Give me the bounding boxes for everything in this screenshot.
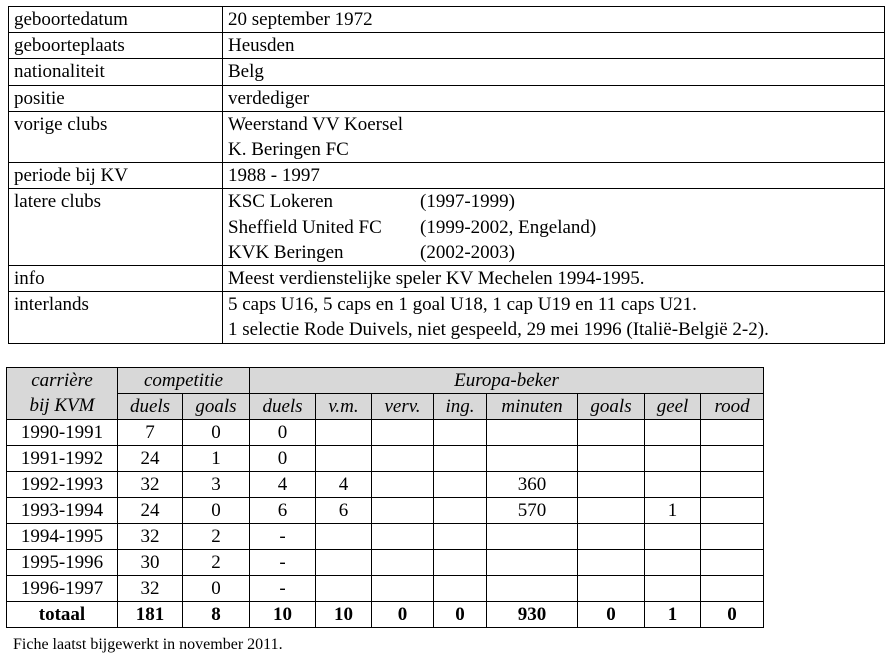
profile-value-line: Weerstand VV Koersel: [228, 113, 404, 135]
stat-cell: 0: [250, 420, 316, 446]
profile-value-line: K. Beringen FC: [228, 139, 349, 161]
later-club-years: (1997-1999): [420, 191, 515, 213]
later-club-line: [228, 240, 879, 265]
stat-cell: 30: [118, 550, 183, 576]
profile-table: [8, 6, 885, 344]
footnote: Fiche laatst bijgewerkt in november 2011.: [13, 636, 283, 653]
stat-cell: [372, 472, 434, 498]
stat-cell: 6: [250, 498, 316, 524]
stat-cell: [701, 446, 764, 472]
profile-row: [9, 85, 885, 111]
stat-cell: [487, 446, 578, 472]
profile-value: [223, 189, 885, 266]
total-cell: 0: [578, 602, 645, 628]
profile-value: [223, 266, 885, 292]
stat-cell: -: [250, 550, 316, 576]
stat-cell: [578, 420, 645, 446]
column-header: geel: [645, 394, 701, 420]
profile-value: [223, 7, 885, 33]
stat-cell: 4: [250, 472, 316, 498]
stat-cell: [487, 576, 578, 602]
stat-cell: [434, 472, 487, 498]
column-header: duels: [118, 394, 183, 420]
stat-cell: [372, 550, 434, 576]
column-header: duels: [250, 394, 316, 420]
total-cell: 1: [645, 602, 701, 628]
season-row: [7, 498, 764, 524]
stat-cell: [434, 550, 487, 576]
column-header: goals: [578, 394, 645, 420]
profile-row: [9, 59, 885, 85]
stat-cell: [372, 576, 434, 602]
header-career-bottom: bij KVM: [7, 394, 118, 420]
stat-cell: [434, 524, 487, 550]
profile-label: positie: [9, 85, 223, 111]
stat-cell: 24: [118, 498, 183, 524]
profile-label: latere clubs: [9, 189, 223, 266]
later-club-years: (1999-2002, Engeland): [420, 216, 597, 238]
later-club-name: KVK Beringen: [228, 241, 344, 263]
later-club-name: Sheffield United FC: [228, 216, 382, 238]
column-header: verv.: [372, 394, 434, 420]
stat-cell: 32: [118, 472, 183, 498]
profile-row: [9, 7, 885, 33]
season-cell: 1992-1993: [7, 472, 118, 498]
stat-cell: [487, 550, 578, 576]
stat-cell: [434, 420, 487, 446]
profile-value: [223, 163, 885, 189]
stat-cell: 570: [487, 498, 578, 524]
season-row: [7, 472, 764, 498]
total-cell: 930: [487, 602, 578, 628]
stat-cell: 4: [316, 472, 372, 498]
stat-cell: 1: [645, 498, 701, 524]
season-cell: 1990-1991: [7, 420, 118, 446]
stat-cell: 0: [183, 576, 250, 602]
later-club-years: (2002-2003): [420, 241, 515, 263]
profile-label: vorige clubs: [9, 111, 223, 162]
profile-label: geboortedatum: [9, 7, 223, 33]
stat-cell: [645, 446, 701, 472]
profile-row: [9, 163, 885, 189]
column-header: v.m.: [316, 394, 372, 420]
profile-value-line: Heusden: [228, 35, 295, 57]
stat-cell: -: [250, 576, 316, 602]
stat-cell: 6: [316, 498, 372, 524]
header-career-top: carrière: [7, 368, 118, 394]
stat-cell: [578, 472, 645, 498]
profile-value: [223, 33, 885, 59]
profile-label: periode bij KV: [9, 163, 223, 189]
season-cell: 1993-1994: [7, 498, 118, 524]
total-row: [7, 602, 764, 628]
stat-cell: [578, 446, 645, 472]
profile-row: [9, 266, 885, 292]
stat-cell: [701, 498, 764, 524]
total-cell: 10: [250, 602, 316, 628]
career-stats-table: [6, 367, 764, 628]
stat-cell: [578, 498, 645, 524]
stat-cell: [645, 550, 701, 576]
season-cell: 1991-1992: [7, 446, 118, 472]
stat-cell: 0: [183, 420, 250, 446]
total-cell: 0: [372, 602, 434, 628]
header-competition: competitie: [118, 368, 250, 394]
stat-cell: [434, 498, 487, 524]
profile-label: nationaliteit: [9, 59, 223, 85]
stat-cell: [701, 576, 764, 602]
stat-cell: [578, 550, 645, 576]
total-cell: 0: [434, 602, 487, 628]
later-club-line: [228, 189, 879, 214]
stat-cell: [316, 576, 372, 602]
profile-value-line: 1 selectie Rode Duivels, niet gespeeld, 29 mei 1996 (Italië-België 2-2).: [228, 319, 769, 341]
profile-value-line: Meest verdienstelijke speler KV Mechelen 1994-1995.: [228, 268, 645, 290]
season-row: [7, 524, 764, 550]
stat-cell: -: [250, 524, 316, 550]
season-cell: 1996-1997: [7, 576, 118, 602]
stat-cell: 0: [183, 498, 250, 524]
column-header: goals: [183, 394, 250, 420]
later-club-line: [228, 215, 879, 240]
header-europa-beker: Europa-beker: [250, 368, 764, 394]
total-cell: 10: [316, 602, 372, 628]
profile-label: interlands: [9, 292, 223, 343]
column-header: minuten: [487, 394, 578, 420]
stat-cell: 2: [183, 550, 250, 576]
profile-row: [9, 111, 885, 162]
stat-cell: [645, 420, 701, 446]
stat-cell: [701, 472, 764, 498]
stat-cell: [316, 420, 372, 446]
stat-cell: 7: [118, 420, 183, 446]
stat-cell: 2: [183, 524, 250, 550]
season-cell: 1995-1996: [7, 550, 118, 576]
season-cell: 1994-1995: [7, 524, 118, 550]
stat-cell: [645, 524, 701, 550]
profile-value: [223, 85, 885, 111]
stat-cell: 24: [118, 446, 183, 472]
stat-cell: 0: [250, 446, 316, 472]
stat-cell: [578, 576, 645, 602]
season-row: [7, 420, 764, 446]
stat-cell: 32: [118, 576, 183, 602]
profile-value-line: verdediger: [228, 87, 310, 109]
stat-cell: 360: [487, 472, 578, 498]
profile-row: [9, 189, 885, 266]
stat-cell: 3: [183, 472, 250, 498]
stat-cell: [487, 524, 578, 550]
profile-label: info: [9, 266, 223, 292]
stat-cell: [372, 498, 434, 524]
profile-label: geboorteplaats: [9, 33, 223, 59]
stat-cell: [701, 420, 764, 446]
total-cell: 0: [701, 602, 764, 628]
profile-value-line: Belg: [228, 61, 264, 83]
stat-cell: [316, 524, 372, 550]
stat-cell: [578, 524, 645, 550]
stat-cell: [316, 446, 372, 472]
profile-row: [9, 292, 885, 343]
stat-cell: [372, 420, 434, 446]
profile-value-line: 5 caps U16, 5 caps en 1 goal U18, 1 cap U19 en 11 caps U21.: [228, 294, 697, 316]
later-club-name: KSC Lokeren: [228, 191, 334, 213]
season-row: [7, 550, 764, 576]
profile-row: [9, 33, 885, 59]
stat-cell: [645, 472, 701, 498]
stat-cell: 1: [183, 446, 250, 472]
total-cell: 181: [118, 602, 183, 628]
stat-cell: [434, 576, 487, 602]
column-header: rood: [701, 394, 764, 420]
season-row: [7, 446, 764, 472]
profile-value: [223, 59, 885, 85]
profile-value: [223, 292, 885, 343]
profile-value: [223, 111, 885, 162]
stat-cell: [372, 446, 434, 472]
column-header: ing.: [434, 394, 487, 420]
stat-cell: [701, 524, 764, 550]
stat-cell: [316, 550, 372, 576]
season-row: [7, 576, 764, 602]
stat-cell: [372, 524, 434, 550]
stat-cell: [645, 576, 701, 602]
stat-cell: 32: [118, 524, 183, 550]
stat-cell: [701, 550, 764, 576]
profile-value-line: 20 september 1972: [228, 9, 373, 30]
total-cell: 8: [183, 602, 250, 628]
stat-cell: [434, 446, 487, 472]
total-label: totaal: [7, 602, 118, 628]
stat-cell: [487, 420, 578, 446]
profile-value-line: 1988 - 1997: [228, 165, 320, 187]
